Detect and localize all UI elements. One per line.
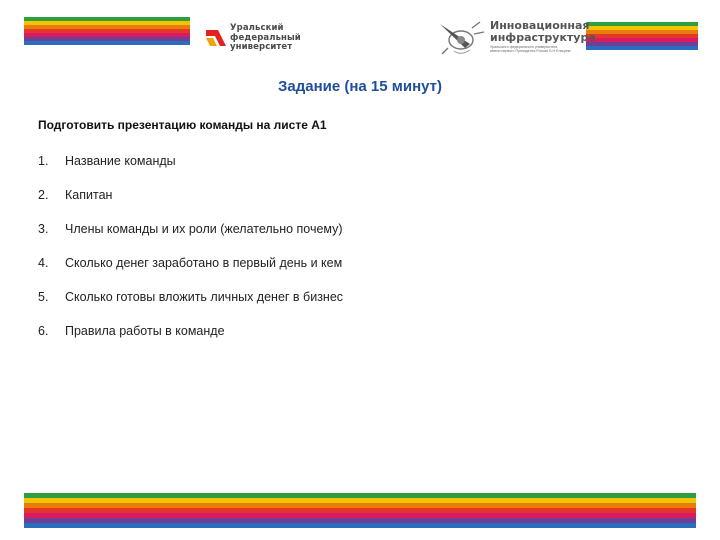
color-stripe	[24, 523, 696, 528]
innovation-logo-subtitle-line: имени первого Президента России Б.Н.Ельцина	[490, 49, 571, 54]
color-stripe	[586, 46, 698, 50]
list-item-number: 4.	[38, 256, 49, 270]
list-item-number: 1.	[38, 154, 49, 168]
innovation-logo-subtitle-line: Уральского федерального университета	[490, 45, 558, 49]
list-item-text: Правила работы в команде	[65, 324, 225, 338]
footer-color-stripes	[24, 493, 696, 528]
urfu-logo-line: Уральский	[230, 23, 284, 33]
list-item-text: Название команды	[65, 154, 176, 168]
list-item-text: Сколько денег заработано в первый день и кем	[65, 256, 343, 270]
urfu-logo-line: университет	[230, 42, 293, 53]
list-item-number: 5.	[38, 290, 49, 304]
urfu-logo-line: федеральный	[230, 32, 301, 43]
urfu-arrow-mark-icon	[204, 26, 228, 50]
urfu-logo-text	[230, 24, 301, 53]
rocket-emblem-icon	[434, 18, 486, 58]
innovation-logo-subtitle	[490, 45, 588, 54]
urfu-logo	[204, 24, 324, 54]
list-item-number: 6.	[38, 324, 49, 338]
innovation-logo-title	[490, 20, 596, 44]
header-color-stripes-right	[586, 22, 698, 50]
list-item-text: Сколько готовы вложить личных денег в бизнес	[65, 290, 344, 304]
list-item-number: 2.	[38, 188, 49, 202]
innovation-logo-title-line: Инновационная	[490, 19, 590, 32]
slide-title: Задание (на 15 минут)	[277, 78, 443, 95]
task-lead-text: Подготовить презентацию команды на листе А1	[38, 118, 327, 132]
list-item-text: Члены команды и их роли (желательно почему)	[65, 222, 343, 236]
list-item-number: 3.	[38, 222, 49, 236]
innovation-logo-title-line: инфраструктура	[490, 31, 596, 44]
header-color-stripes-left	[24, 17, 190, 45]
innovation-infrastructure-logo	[434, 18, 596, 58]
list-item-text: Капитан	[65, 188, 113, 202]
color-stripe	[24, 41, 190, 45]
